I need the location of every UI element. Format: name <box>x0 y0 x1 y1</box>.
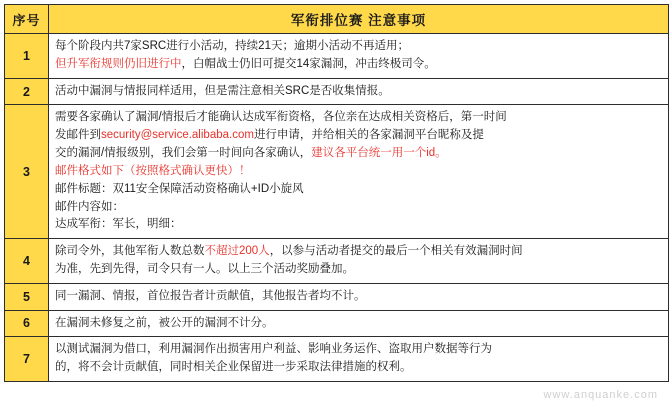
document-title: 军衔排位赛 注意事项 <box>49 5 669 34</box>
row-index-4: 4 <box>5 239 49 284</box>
row-content-6 <box>49 310 669 337</box>
row1-line2 <box>55 56 662 74</box>
row-index-1: 1 <box>5 34 49 79</box>
row2-line1: 活动中漏洞与情报同样适用，但是需注意相关SRC是否收集情报。 <box>55 84 390 97</box>
row7-line2: 的，将不会计贡献值，同时相关企业保留进一步采取法律措施的权利。 <box>55 361 412 374</box>
row-index-6: 6 <box>5 310 49 337</box>
row3-line3-prefix: 交的漏洞/情报级别，我们会第一时间向各家确认， <box>55 147 312 160</box>
table-row <box>5 283 669 310</box>
row5-line1: 同一漏洞、情报，首位报告者计贡献值，其他报告者均不计。 <box>55 289 366 302</box>
row3-line2 <box>55 127 662 145</box>
row-index-5: 5 <box>5 283 49 310</box>
row3-line1: 需要各家确认了漏洞/情报后才能确认达成军衔资格，各位亲在达成相关资格后，第一时间 <box>55 111 507 124</box>
row-content-2 <box>49 78 669 105</box>
row7-line1: 以测试漏洞为借口，利用漏洞作出损害用户利益、影响业务运作、盗取用户数据等行为 <box>55 343 492 356</box>
watermark-text: www.anquanke.com <box>543 389 658 401</box>
table-row <box>5 337 669 382</box>
column-header-index: 序号 <box>5 5 49 34</box>
notice-table <box>4 4 669 382</box>
row4-line2: 为准，先到先得，司令只有一人。以上三个活动奖励叠加。 <box>55 262 354 275</box>
row3-line2-prefix: 发邮件到 <box>55 129 101 142</box>
row-content-7 <box>49 337 669 382</box>
row1-line2-rest: ，白帽战士仍旧可提交14家漏洞，冲击终极司令。 <box>181 57 436 70</box>
row3-mail-format-notice: 邮件格式如下（按照格式确认更快）！ <box>55 164 251 177</box>
row1-line1: 每个阶段内共7家SRC进行小活动，持续21天；逾期小活动不再适用； <box>55 40 409 52</box>
row1-line2-highlight: 但升军衔规则仍旧进行中 <box>55 57 182 70</box>
row6-line1: 在漏洞未修复之前，被公开的漏洞不计分。 <box>55 316 274 329</box>
table-header-row <box>5 5 669 34</box>
row-content-1 <box>49 34 669 79</box>
table-row <box>5 239 669 284</box>
table-row <box>5 105 669 239</box>
row-content-5 <box>49 283 669 310</box>
row3-line4 <box>55 163 662 181</box>
row-content-4 <box>49 239 669 284</box>
row4-line1 <box>55 243 662 261</box>
row4-line1-suffix: ，以参与活动者提交的最后一个相关有效漏洞时间 <box>269 245 523 258</box>
contact-email: security@service.alibaba.com <box>101 129 254 142</box>
row-index-2: 2 <box>5 78 49 105</box>
row3-line6: 邮件内容如： <box>55 200 124 213</box>
table-row <box>5 78 669 105</box>
row3-line7: 达成军衔：军长，明细： <box>55 218 182 231</box>
row3-line3-highlight: 建议各平台统一用一个id。 <box>311 147 447 160</box>
row-index-7: 7 <box>5 337 49 382</box>
row3-line2-suffix: 进行申请，并给相关的各家漏洞平台昵称及提 <box>253 129 484 142</box>
table-row <box>5 310 669 337</box>
row4-limit-highlight: 不超过200人 <box>204 245 270 258</box>
table-row <box>5 34 669 79</box>
row3-line5: 邮件标题：双11安全保障活动资格确认+ID小旋风 <box>55 182 304 195</box>
row-content-3 <box>49 105 669 239</box>
row-index-3: 3 <box>5 105 49 239</box>
row4-line1-prefix: 除司令外，其他军衔人数总数 <box>55 245 205 258</box>
row3-line3 <box>55 145 662 163</box>
